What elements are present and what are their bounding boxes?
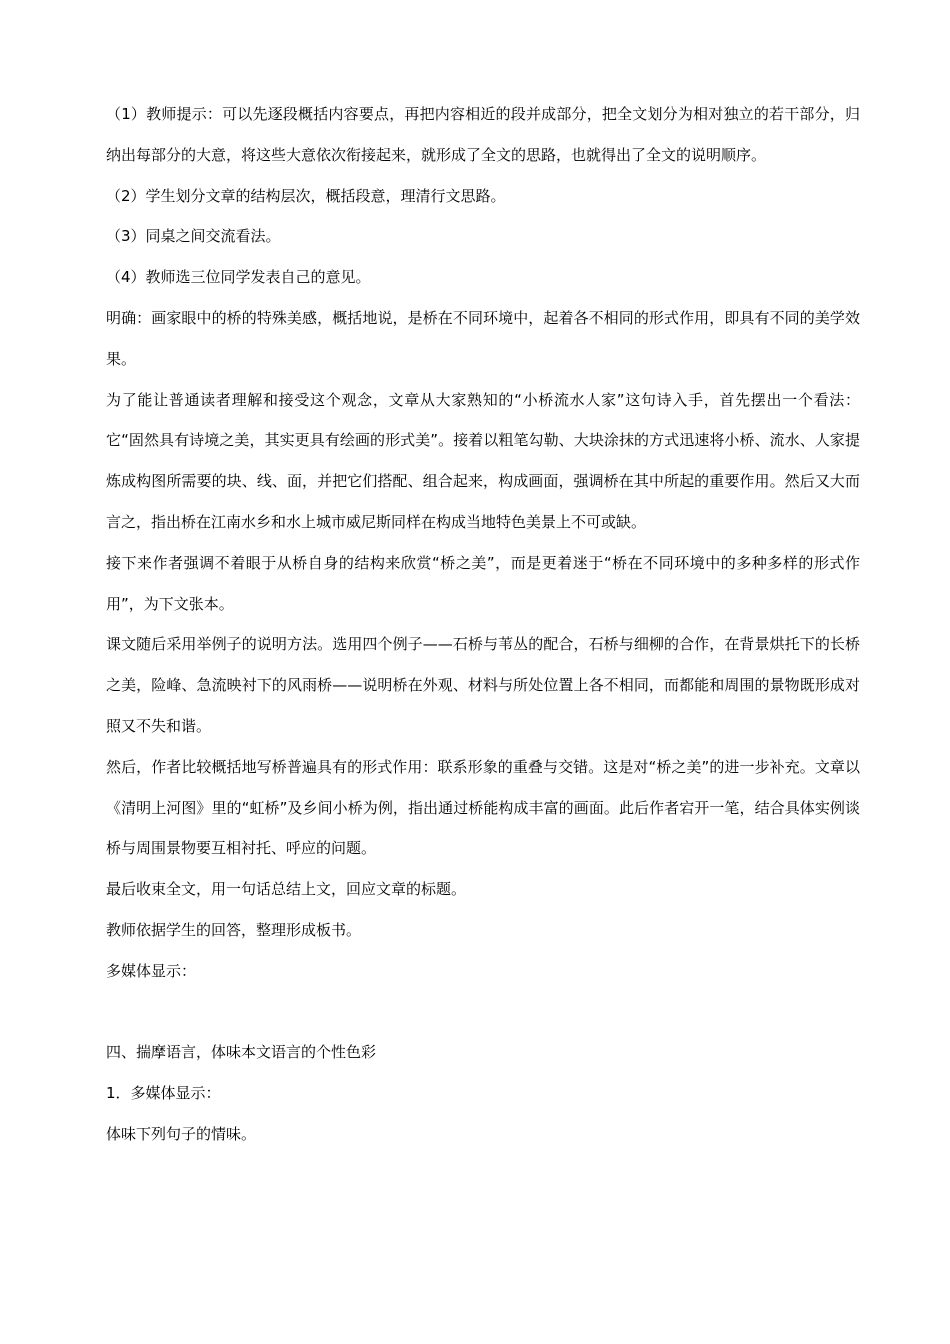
list-item-1-text: 体味下列句子的情味。 <box>106 1124 257 1143</box>
paragraph-examples: 课文随后采用举例子的说明方法。选用四个例子——石桥与苇丛的配合，石桥与细柳的合作，在背景烘托下的长桥之美，险峰、急流映衬下的风雨桥——说明桥在外观、材料与所处位置上各不相同，而都能和周围的景物既形成对照又不失和谐。 <box>106 635 860 735</box>
paragraph-multimedia: 多媒体显示： <box>106 961 197 980</box>
paragraph-student-structure: （2）学生划分文章的结构层次，概括段意，理清行文思路。 <box>106 186 506 205</box>
paragraph-form-function: 然后，作者比较概括地写桥普遍具有的形式作用：联系形象的重叠与交错。这是对“桥之美”的进一步补充。文章以《清明上河图》里的“虹桥”及乡间小桥为例，指出通过桥能构成丰富的画面。此后作者宕开一笔，结合具体实例谈桥与周围景物要互相衬托、呼应的问题。 <box>106 757 860 858</box>
section-heading: 四、揣摩语言，体味本文语言的个性色彩 <box>106 1043 377 1062</box>
paragraph-teacher-hint: （1）教师提示：可以先逐段概括内容要点，再把内容相近的段并成部分，把全文划分为相对独立的若干部分，归纳出每部分的大意，将这些大意依次衔接起来，就形成了全文的思路，也就得出了全文的说明顺序。 <box>106 105 860 164</box>
blank-line <box>106 992 860 1033</box>
paragraph-three-students: （4）教师选三位同学发表自己的意见。 <box>106 268 371 287</box>
list-item-1: 1．多媒体显示： <box>106 1084 221 1103</box>
paragraph-blackboard: 教师依据学生的回答，整理形成板书。 <box>106 920 362 939</box>
document-page <box>106 94 860 1155</box>
paragraph-clarification: 明确：画家眼中的桥的特殊美感，概括地说，是桥在不同环境中，起着各不相同的形式作用，即具有不同的美学效果。 <box>106 308 860 368</box>
paragraph-deskmate-exchange: （3）同桌之间交流看法。 <box>106 227 281 246</box>
paragraph-conclusion: 最后收束全文，用一句话总结上文，回应文章的标题。 <box>106 880 467 899</box>
paragraph-poem-intro: 为了能让普通读者理解和接受这个观念，文章从大家熟知的“小桥流水人家”这句诗入手，首先摆出一个看法：它“固然具有诗境之美，其实更具有绘画的形式美”。接着以粗笔勾勒、大块涂抹的方式迅速将小桥、流水、人家提炼成构图所需要的块、线、面，并把它们搭配、组合起来，构成画面，强调桥在其中所起的重要作用。然后又大而言之，指出桥在江南水乡和水上城市威尼斯同样在构成当地特色美景上不可或缺。 <box>106 390 860 531</box>
paragraph-bridge-beauty: 接下来作者强调不着眼于从桥自身的结构来欣赏“桥之美”，而是更着迷于“桥在不同环境中的多种多样的形式作用”，为下文张本。 <box>106 553 860 613</box>
